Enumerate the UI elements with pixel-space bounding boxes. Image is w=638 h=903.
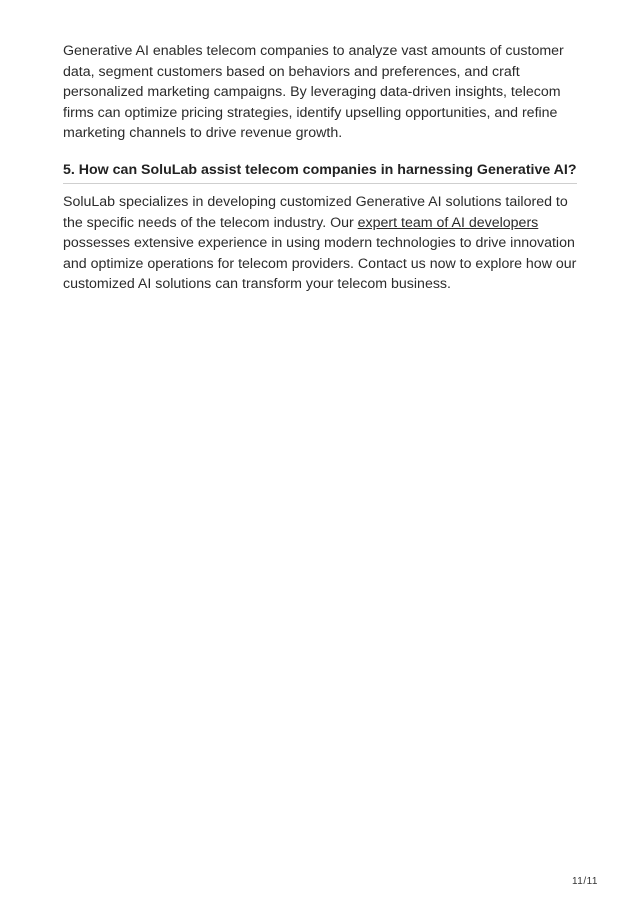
faq-heading-5: 5. How can SoluLab assist telecom companies in harnessing Generative AI? [63, 160, 577, 184]
paragraph-text-after-link: possesses extensive experience in using modern technologies to drive innovation and optimize operations for telecom providers. Contact us now to explore how our customized AI solutions can transform your telecom business. [63, 235, 577, 293]
expert-team-link[interactable]: expert team of AI developers [357, 214, 539, 231]
paragraph-solulab [63, 192, 577, 295]
paragraph-text-before-link: SoluLab specializes in developing customized Generative AI solutions tailored to the specific needs of the telecom industry. Our [63, 193, 568, 231]
document-page [63, 41, 577, 295]
page-number: 11/11 [571, 876, 598, 887]
paragraph-marketing: Generative AI enables telecom companies to analyze vast amounts of customer data, segment customers based on behaviors and preferences, and craft personalized marketing campaigns. By leveraging data-driven insights, telecom firms can optimize pricing strategies, identify upselling opportunities, and refine marketing channels to drive revenue growth. [63, 43, 564, 142]
